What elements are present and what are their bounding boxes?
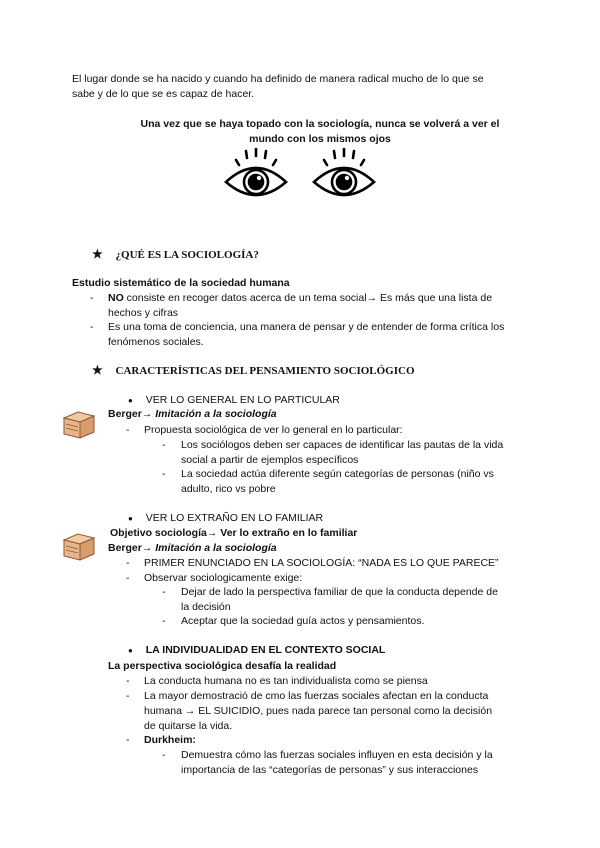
sub-text: importancia de las “categorías de personas” y sus interacciones — [181, 764, 479, 776]
berger-line — [108, 541, 277, 556]
item-text: consiste en recoger datos acerca de un tema social→ Es más que una lista de — [123, 292, 493, 304]
bullet-icon: ● — [128, 514, 133, 523]
dash: - — [126, 557, 130, 569]
item-text: Es una toma de conciencia, una manera de pensar y de entender de forma crítica los — [108, 321, 505, 333]
bullet-icon: ● — [128, 646, 133, 655]
eye-icon-right — [314, 149, 374, 195]
list-item: Propuesta sociológica de ver lo general en lo particular: — [144, 424, 403, 436]
heading-text: CARACTERÍSTICAS DEL PENSAMIENTO SOCIOLÓGICO — [115, 365, 415, 377]
list-item: Observar sociologicamente exige: — [144, 572, 303, 584]
dash: - — [126, 734, 130, 746]
sub-text: Demuestra cómo las fuerzas sociales influyen en esta decisión y la — [181, 749, 493, 761]
star-bullet-icon: ★ — [92, 363, 103, 377]
dash: - — [162, 468, 166, 480]
sub-text: social a partir de ejemplos específicos — [181, 454, 359, 466]
sub-item — [181, 585, 531, 615]
dash: - — [126, 572, 130, 584]
bullet-heading-general — [128, 393, 340, 408]
sub-text: la decisión — [181, 601, 231, 613]
intro-line: sabe y de lo que se es capaz de hacer. — [72, 88, 255, 100]
dash: - — [162, 586, 166, 598]
book-stack-icon — [60, 530, 98, 564]
sub-text: adulto, rico vs pobre — [181, 483, 276, 495]
bullet-heading-text: LA INDIVIDUALIDAD EN EL CONTEXTO SOCIAL — [145, 644, 386, 656]
dash: - — [90, 292, 94, 304]
sub-text: La sociedad actúa diferente según categorías de personas (niño vs — [181, 468, 494, 480]
berger-work: Imitación a la sociología — [155, 542, 277, 554]
berger-line — [108, 407, 277, 422]
bold-no: NO — [108, 292, 124, 304]
eye-icon-left — [226, 149, 286, 195]
item-text: humana → EL SUICIDIO, pues nada parece tan personal como la decisión — [144, 705, 493, 717]
dash: - — [126, 424, 130, 436]
durkheim-label: Durkheim: — [144, 734, 196, 746]
list-item: PRIMER ENUNCIADO EN LA SOCIOLOGÍA: “NADA ES LO QUE PARECE” — [144, 557, 499, 569]
dash: - — [162, 615, 166, 627]
list-item — [108, 291, 528, 321]
item-text: La mayor demostració de cmo las fuerzas sociales afectan en la conducta — [144, 690, 489, 702]
sub-item: Aceptar que la sociedad guía actos y pensamientos. — [181, 615, 425, 627]
dash: - — [126, 675, 130, 687]
sub-item — [181, 748, 541, 778]
dash: - — [162, 439, 166, 451]
subtitle: La perspectiva sociológica desafía la realidad — [108, 660, 337, 672]
bullet-heading-text: VER LO GENERAL EN LO PARTICULAR — [145, 394, 340, 406]
intro-paragraph — [72, 72, 532, 102]
eyes-illustration — [218, 146, 388, 206]
book-stack-icon — [60, 408, 98, 442]
berger-label: Berger→ — [108, 408, 156, 420]
item-text: hechos y cifras — [108, 307, 179, 319]
sub-text: Los sociólogos deben ser capaces de identificar las pautas de la vida — [181, 439, 504, 451]
berger-work: Imitación a la sociología — [155, 408, 277, 420]
bullet-heading-text: VER LO EXTRAÑO EN LO FAMILIAR — [145, 512, 324, 524]
section-heading-que-es — [92, 247, 259, 263]
item-text: de quitarse la vida. — [144, 720, 233, 732]
sub-item — [181, 438, 531, 468]
quote — [118, 117, 522, 147]
sub-text: Dejar de lado la perspectiva familiar de que la conducta depende de — [181, 586, 498, 598]
dash: - — [162, 749, 166, 761]
quote-line: Una vez que se haya topado con la sociología, nunca se volverá a ver el — [140, 118, 500, 130]
intro-line: El lugar donde se ha nacido y cuando ha definido de manera radical mucho de lo que se — [72, 73, 484, 85]
sub-item — [181, 467, 531, 497]
list-item: La conducta humana no es tan individualista como se piensa — [144, 675, 428, 687]
dash: - — [126, 690, 130, 702]
heading-text: ¿QUÉ ES LA SOCIOLOGÍA? — [115, 249, 259, 261]
berger-label: Berger→ — [108, 542, 156, 554]
subtitle: Estudio sistemático de la sociedad humana — [72, 277, 290, 289]
section-heading-caracteristicas — [92, 363, 415, 379]
list-item — [108, 320, 538, 350]
dash: - — [90, 321, 94, 333]
quote-line: mundo con los mismos ojos — [249, 133, 391, 145]
item-text: fenómenos sociales. — [108, 336, 204, 348]
bullet-heading-extrano — [128, 511, 323, 526]
bullet-icon: ● — [128, 396, 133, 405]
list-item — [144, 689, 534, 734]
bullet-heading-individualidad — [128, 643, 385, 658]
objetivo-line: Objetivo sociología→ Ver lo extraño en lo familiar — [110, 527, 358, 539]
star-bullet-icon: ★ — [92, 247, 103, 261]
